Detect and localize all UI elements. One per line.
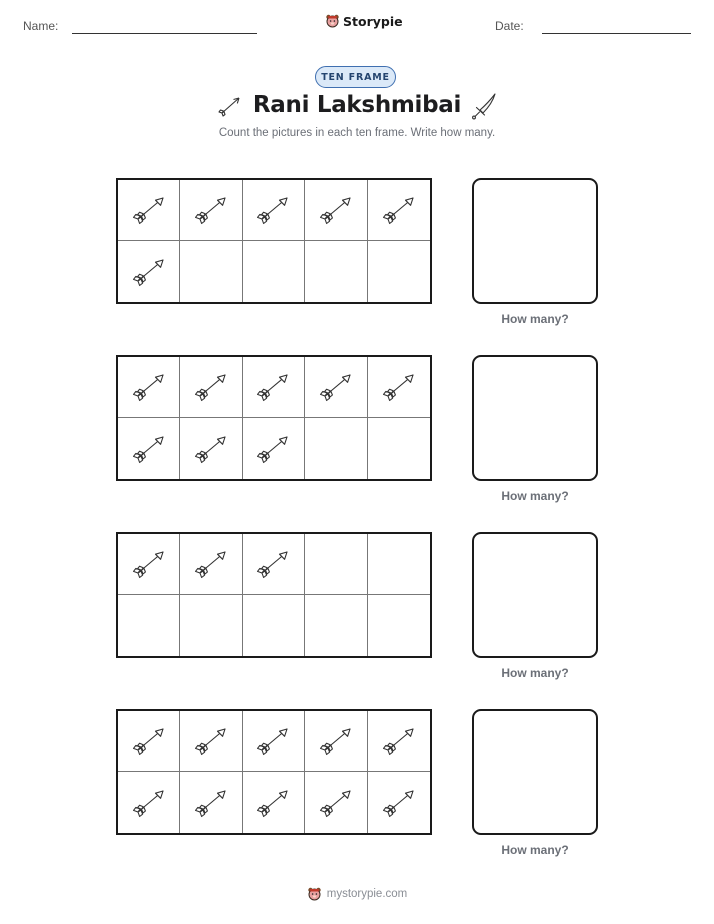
arrow-icon — [191, 431, 231, 467]
arrow-icon — [316, 369, 356, 405]
arrow-icon — [253, 546, 293, 582]
ten-frame-cell — [180, 711, 242, 772]
ten-frame-cell — [368, 711, 430, 772]
arrow-icon — [129, 369, 169, 405]
ten-frame-cell — [368, 357, 430, 418]
name-label: Name: — [23, 19, 59, 33]
ten-frame-cell — [305, 357, 367, 418]
ten-frame-cell — [243, 711, 305, 772]
answer-box-3[interactable] — [472, 532, 598, 658]
ten-frame-cell — [305, 772, 367, 833]
how-many-label-2: How many? — [501, 489, 569, 503]
sword-icon — [470, 91, 498, 121]
arrow-icon — [253, 192, 293, 228]
arrow-icon — [253, 369, 293, 405]
arrow-icon — [129, 546, 169, 582]
arrow-icon — [379, 785, 419, 821]
ten-frame-cell — [243, 534, 305, 595]
arrow-icon — [191, 546, 231, 582]
arrow-icon — [129, 192, 169, 228]
ten-frame-cell — [368, 772, 430, 833]
ten-frame-cell — [180, 180, 242, 241]
storypie-bear-icon — [307, 886, 322, 902]
ten-frame-cell — [118, 180, 180, 241]
ten-frame-cell — [118, 711, 180, 772]
ten-frame-badge: TEN FRAME — [315, 66, 396, 88]
ten-frame-1 — [116, 178, 432, 304]
ten-frame-cell — [118, 418, 180, 479]
arrow-icon — [379, 723, 419, 759]
ten-frame-cell — [180, 534, 242, 595]
ten-frame-cell — [180, 418, 242, 479]
arrow-icon — [191, 369, 231, 405]
footer-url: mystorypie.com — [326, 888, 408, 900]
ten-frame-cell — [305, 711, 367, 772]
arrow-icon — [316, 723, 356, 759]
ten-frame-cell — [180, 772, 242, 833]
ten-frame-cell — [118, 241, 180, 302]
arrow-icon — [253, 785, 293, 821]
arrow-icon — [129, 431, 169, 467]
date-line[interactable] — [542, 33, 691, 34]
ten-frame-cell — [243, 180, 305, 241]
ten-frame-cell — [368, 241, 430, 302]
ten-frame-cell — [118, 357, 180, 418]
arrow-icon — [191, 785, 231, 821]
answer-box-1[interactable] — [472, 178, 598, 304]
instructions: Count the pictures in each ten frame. Write how many. — [218, 127, 496, 139]
ten-frame-cell — [243, 772, 305, 833]
arrow-icon — [129, 723, 169, 759]
arrow-icon — [379, 369, 419, 405]
storypie-bear-icon — [325, 13, 340, 29]
ten-frame-2 — [116, 355, 432, 481]
ten-frame-cell — [243, 418, 305, 479]
arrow-icon — [129, 785, 169, 821]
ten-frame-cell — [243, 595, 305, 656]
ten-frame-3 — [116, 532, 432, 658]
arrow-icon — [316, 785, 356, 821]
ten-frame-cell — [305, 534, 367, 595]
answer-box-4[interactable] — [472, 709, 598, 835]
ten-frame-cell — [118, 595, 180, 656]
how-many-label-4: How many? — [501, 843, 569, 857]
how-many-label-3: How many? — [501, 666, 569, 680]
ten-frame-cell — [180, 357, 242, 418]
arrow-icon — [253, 723, 293, 759]
ten-frame-cell — [368, 180, 430, 241]
ten-frame-cell — [368, 595, 430, 656]
storypie-logo — [325, 13, 403, 29]
ten-frame-cell — [368, 534, 430, 595]
name-line[interactable] — [72, 33, 257, 34]
arrow-icon — [191, 723, 231, 759]
ten-frame-cell — [305, 418, 367, 479]
arrow-icon — [253, 431, 293, 467]
logo-text: Storypie — [343, 13, 403, 29]
how-many-label-1: How many? — [501, 312, 569, 326]
ten-frame-cell — [305, 180, 367, 241]
ten-frame-4 — [116, 709, 432, 835]
arrow-icon — [379, 192, 419, 228]
ten-frame-cell — [243, 241, 305, 302]
ten-frame-cell — [118, 772, 180, 833]
footer — [0, 886, 714, 902]
arrow-icon — [191, 192, 231, 228]
ten-frame-cell — [243, 357, 305, 418]
arrow-icon — [316, 192, 356, 228]
page-title: Rani Lakshmibai — [252, 92, 462, 118]
ten-frame-cell — [368, 418, 430, 479]
ten-frame-cell — [180, 595, 242, 656]
arrow-icon — [129, 254, 169, 290]
ten-frame-cell — [305, 595, 367, 656]
ten-frame-cell — [180, 241, 242, 302]
date-label: Date: — [495, 19, 524, 33]
answer-box-2[interactable] — [472, 355, 598, 481]
ten-frame-cell — [305, 241, 367, 302]
ten-frame-cell — [118, 534, 180, 595]
